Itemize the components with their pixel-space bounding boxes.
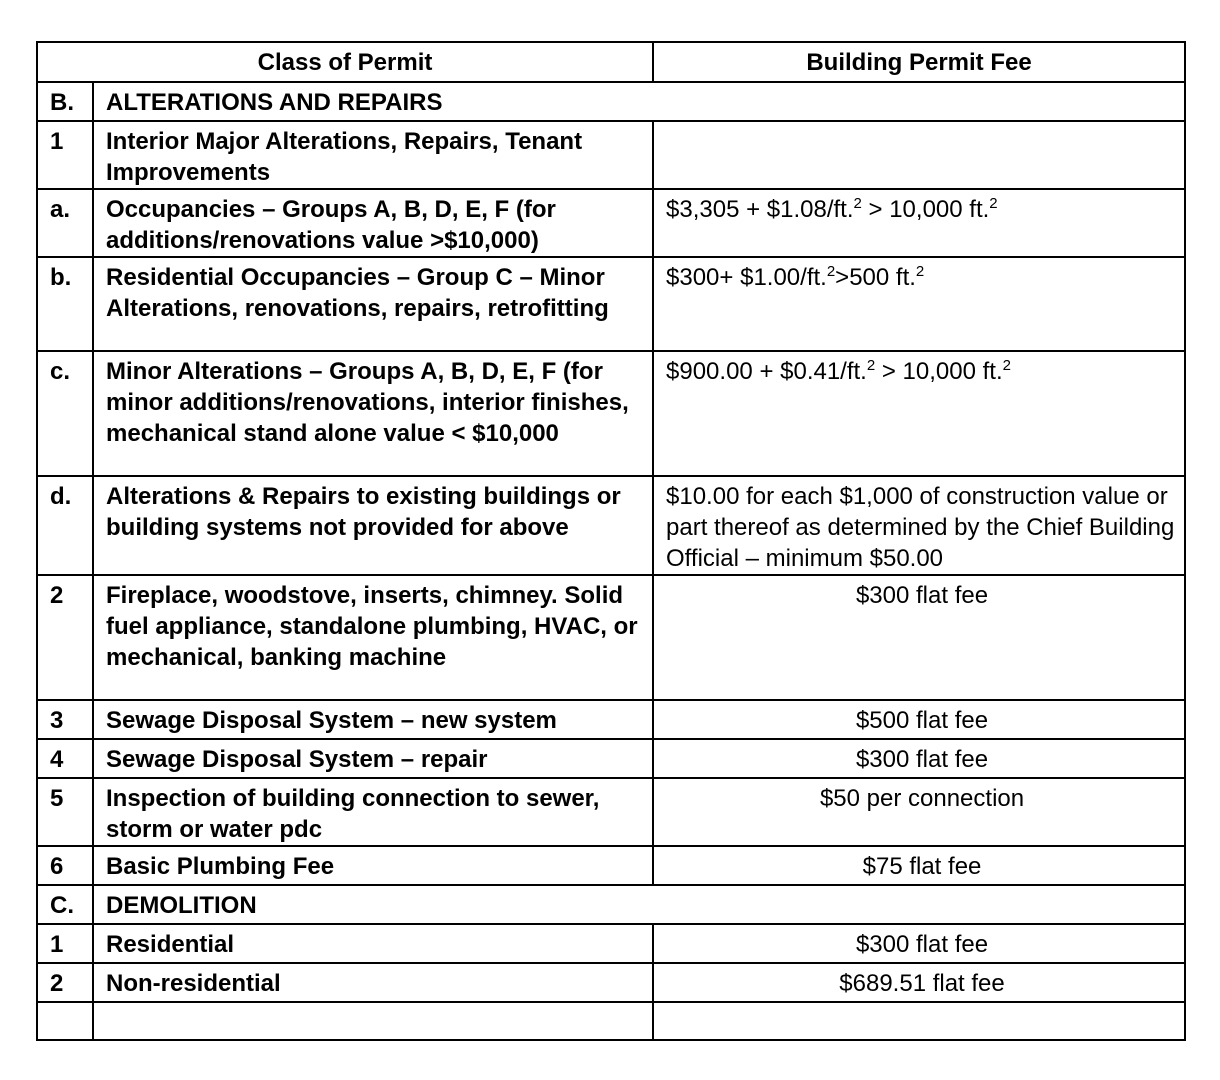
table-row (37, 476, 1185, 575)
superscript: 2 (989, 195, 998, 212)
empty-cell (93, 1002, 653, 1040)
table-row (37, 351, 1185, 476)
row-fee (653, 257, 1185, 351)
row-code: 4 (37, 739, 93, 778)
table-row (37, 189, 1185, 257)
table-row (37, 924, 1185, 963)
row-fee: $500 flat fee (653, 700, 1185, 739)
section-row-alterations (37, 82, 1185, 121)
superscript: 2 (853, 195, 862, 212)
empty-cell (37, 1002, 93, 1040)
row-fee: $300 flat fee (653, 575, 1185, 700)
table-row (37, 778, 1185, 846)
row-description: Residential Occupancies – Group C – Minor Alterations, renovations, repairs, retrofitting (93, 257, 653, 351)
empty-row (37, 1002, 1185, 1040)
row-code: 1 (37, 121, 93, 189)
table-row (37, 700, 1185, 739)
row-code: a. (37, 189, 93, 257)
fee-text: > 10,000 ft. (861, 196, 990, 223)
row-description: Sewage Disposal System – new system (93, 700, 653, 739)
row-description: Interior Major Alterations, Repairs, Tenant Improvements (93, 121, 653, 189)
row-description: Basic Plumbing Fee (93, 846, 653, 885)
section-code: B. (37, 82, 93, 121)
fee-text: $300+ $1.00/ft. (666, 264, 827, 291)
building-permit-fee-header: Building Permit Fee (653, 42, 1185, 82)
row-code: b. (37, 257, 93, 351)
fee-text: $900.00 + $0.41/ft. (666, 358, 867, 385)
row-code: c. (37, 351, 93, 476)
row-fee: $689.51 flat fee (653, 963, 1185, 1002)
row-code: 5 (37, 778, 93, 846)
fee-text: >500 ft. (835, 264, 916, 291)
row-fee: $50 per connection (653, 778, 1185, 846)
row-code: 2 (37, 575, 93, 700)
row-code: 2 (37, 963, 93, 1002)
row-code: d. (37, 476, 93, 575)
table-row (37, 963, 1185, 1002)
table-row (37, 257, 1185, 351)
row-fee: $300 flat fee (653, 739, 1185, 778)
section-row-demolition (37, 885, 1185, 924)
row-description: Non-residential (93, 963, 653, 1002)
empty-cell (653, 1002, 1185, 1040)
table-row (37, 121, 1185, 189)
row-code: 1 (37, 924, 93, 963)
row-description: Occupancies – Groups A, B, D, E, F (for additions/renovations value >$10,000) (93, 189, 653, 257)
permit-fee-table (36, 41, 1186, 1041)
superscript: 2 (866, 357, 876, 374)
row-description: Residential (93, 924, 653, 963)
row-description: Inspection of building connection to sewer, storm or water pdc (93, 778, 653, 846)
section-code: C. (37, 885, 93, 924)
header-row (37, 42, 1185, 82)
row-fee: $300 flat fee (653, 924, 1185, 963)
row-fee: $10.00 for each $1,000 of construction value or part thereof as determined by the Chief Building Official – minimum $50.00 (653, 476, 1185, 575)
superscript: 2 (915, 263, 925, 280)
fee-text: > 10,000 ft. (875, 358, 1003, 385)
row-description: Sewage Disposal System – repair (93, 739, 653, 778)
table-row (37, 739, 1185, 778)
row-fee: $75 flat fee (653, 846, 1185, 885)
superscript: 2 (826, 263, 836, 280)
row-description: Fireplace, woodstove, inserts, chimney. Solid fuel appliance, standalone plumbing, HVAC, or mechanical, banking machine (93, 575, 653, 700)
row-fee (653, 189, 1185, 257)
row-description: Alterations & Repairs to existing buildings or building systems not provided for above (93, 476, 653, 575)
superscript: 2 (1002, 357, 1011, 374)
row-fee (653, 121, 1185, 189)
table-row (37, 575, 1185, 700)
fee-text: $3,305 + $1.08/ft. (666, 196, 854, 223)
row-code: 6 (37, 846, 93, 885)
row-code: 3 (37, 700, 93, 739)
row-description: Minor Alterations – Groups A, B, D, E, F (for minor additions/renovations, interior finishes, mechanical stand alone value < $10,000 (93, 351, 653, 476)
class-of-permit-header: Class of Permit (37, 42, 653, 82)
section-title: ALTERATIONS AND REPAIRS (93, 82, 1185, 121)
section-title: DEMOLITION (93, 885, 1185, 924)
row-fee (653, 351, 1185, 476)
table-row (37, 846, 1185, 885)
